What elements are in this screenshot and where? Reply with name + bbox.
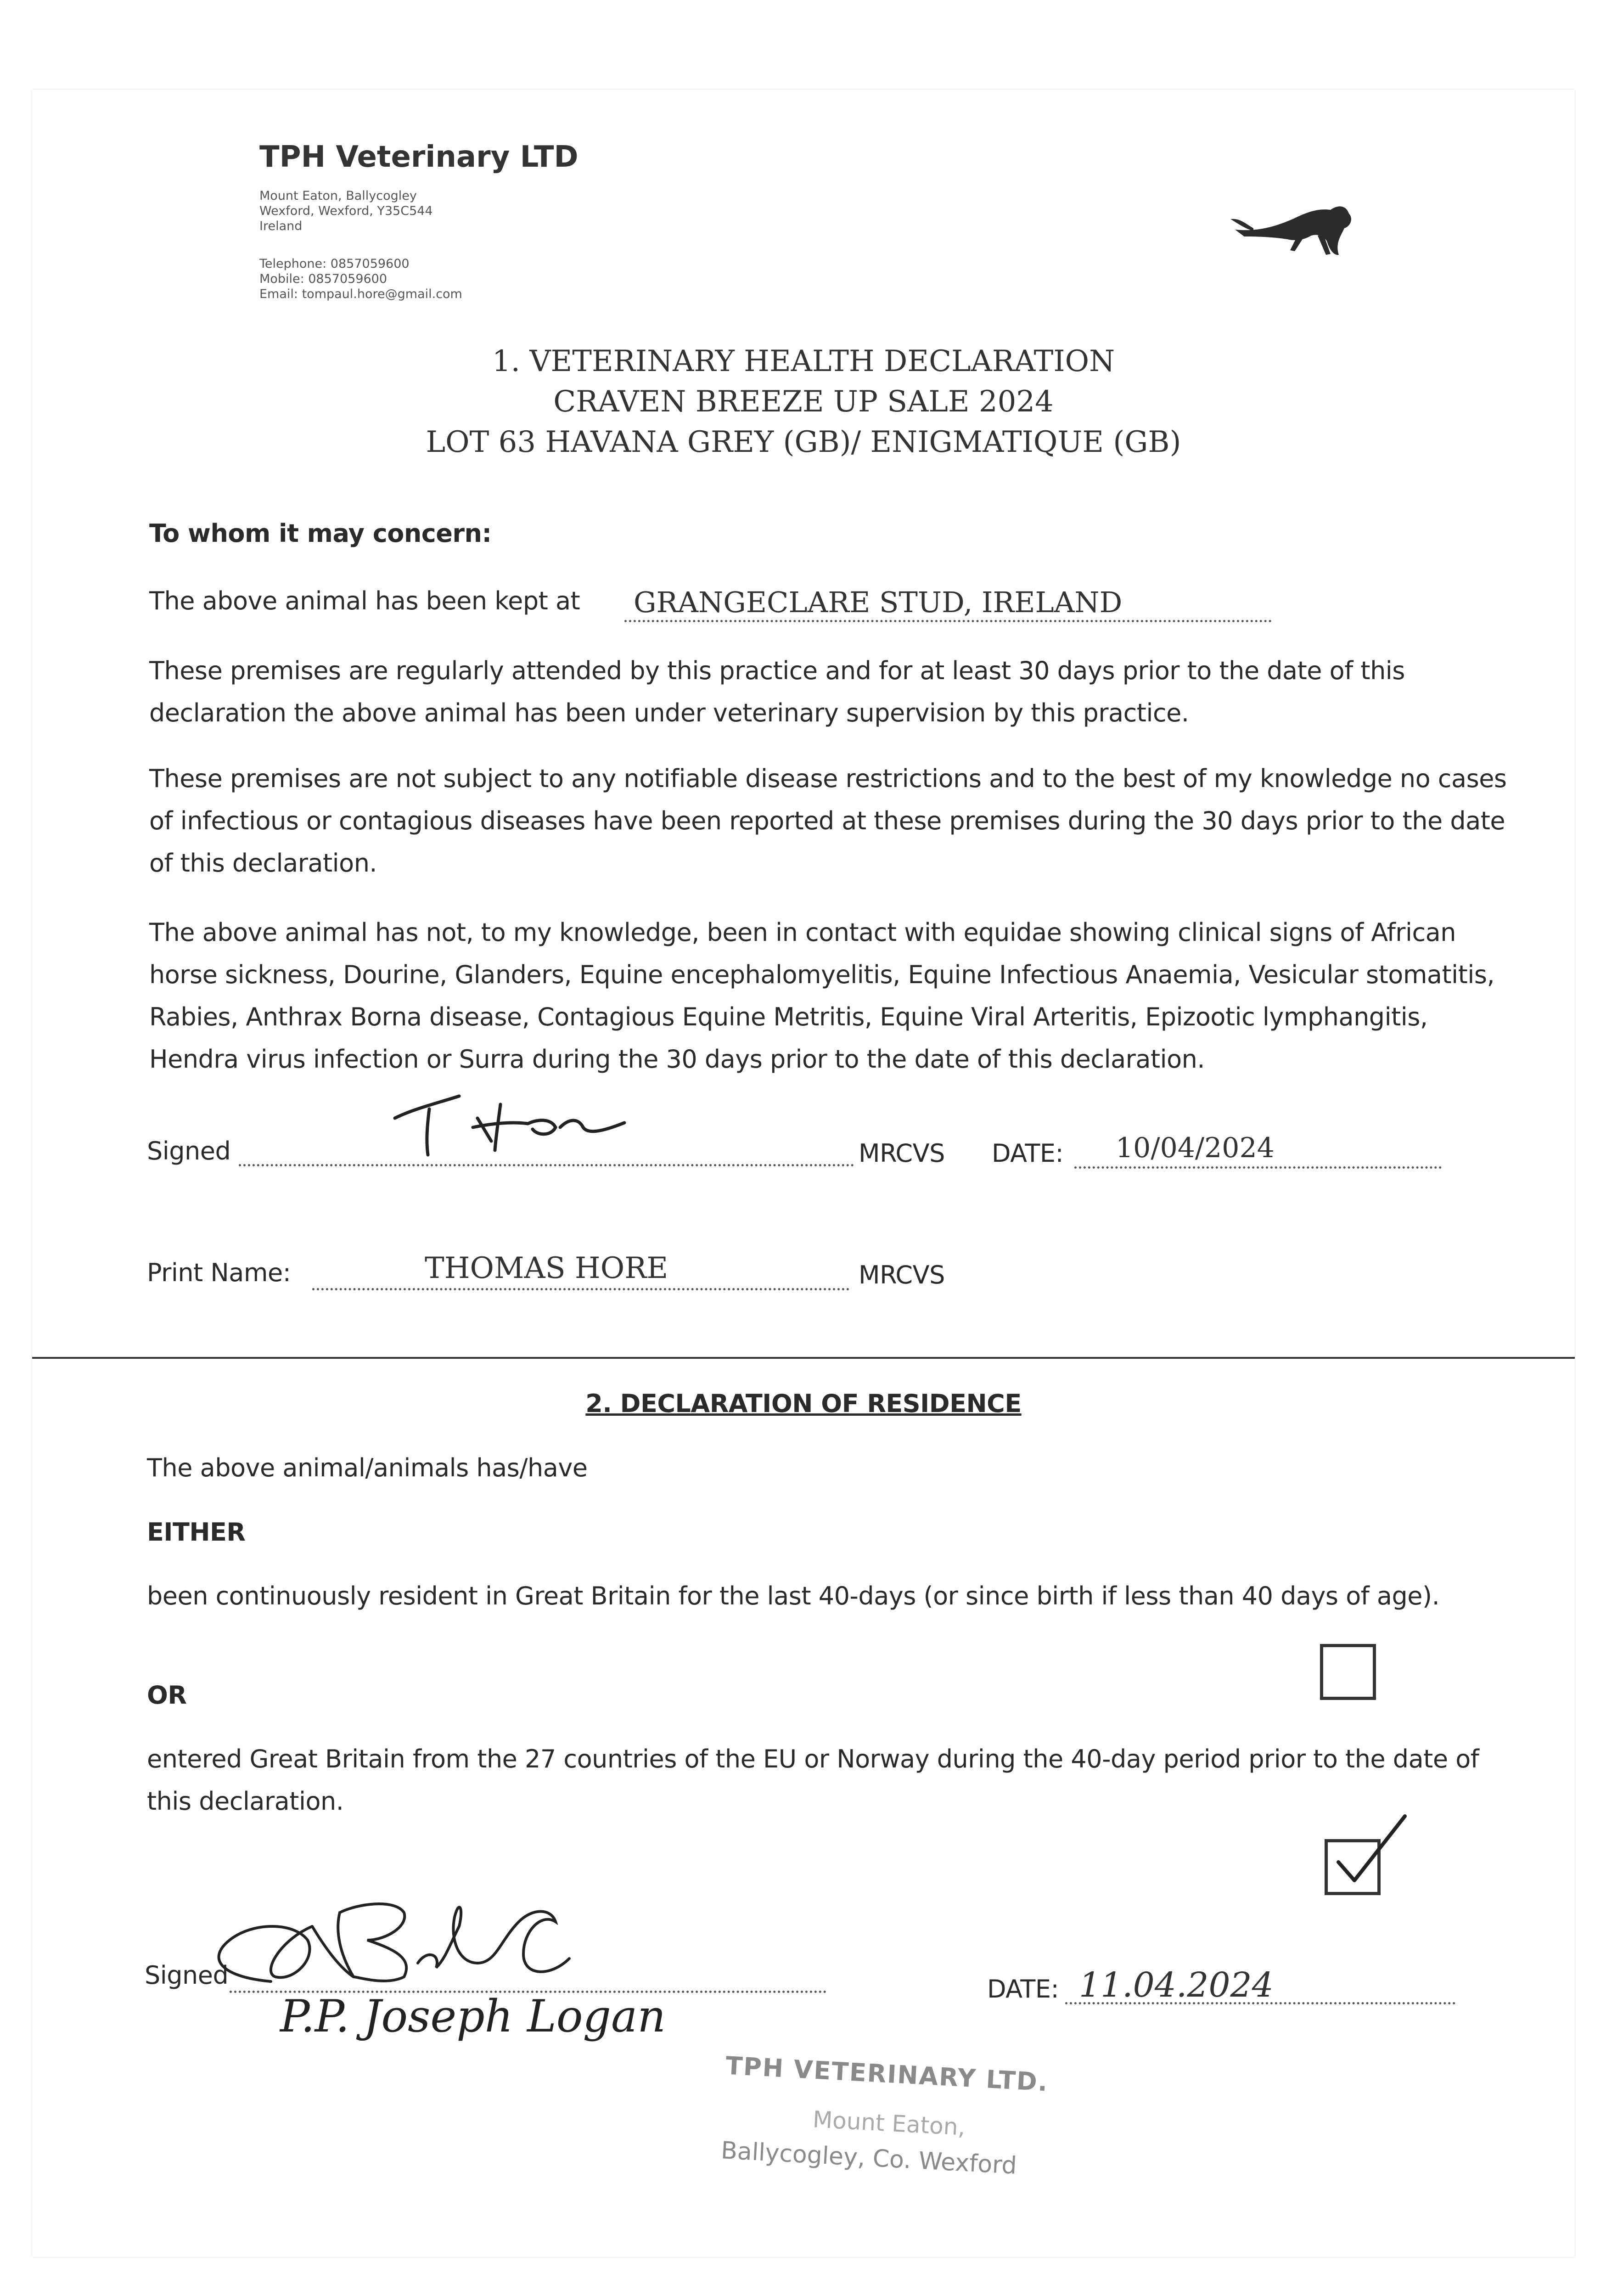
horse-logo-icon <box>1226 186 1364 278</box>
practice-address <box>259 188 433 234</box>
practice-telephone: Telephone: 0857059600 <box>259 257 410 271</box>
practice-contacts <box>259 256 462 302</box>
title-line-3: LOT 63 HAVANA GREY (GB)/ ENIGMATIQUE (GB) <box>426 425 1181 459</box>
kept-at-value: GRANGECLARE STUD, IRELAND <box>634 585 1123 619</box>
declaration-page <box>32 90 1575 2257</box>
option-resident-checkbox[interactable] <box>1320 1644 1376 1700</box>
option-entered-text: entered Great Britain from the 27 countries of the EU or Norway during the 40-day period prior to the date of this declaration. <box>147 1745 1479 1816</box>
checkmark-icon <box>1327 1807 1410 1894</box>
print-name-value: THOMAS HORE <box>425 1251 668 1285</box>
residence-intro: The above animal/animals has/have <box>147 1453 588 1482</box>
paragraph-diseases: The above animal has not, to my knowledge, been in contact with equidae showing clinical signs of African horse sickness, Dourine, Glanders, Equine encephalomyelitis, Equine Infectious Anaemia, Vesicular stomatitis, Rabies, Anthrax Borna disease, Contagious Equine Metritis, Equine Viral Arteritis, Epizootic lymphangitis, Hendra virus infection or Surra during the 30 days prior to the date of this declaration. <box>149 918 1495 1074</box>
signature-ball <box>202 1871 652 2000</box>
or-label: OR <box>147 1681 187 1710</box>
option-resident-text: been continuously resident in Great Britain for the last 40-days (or since birth if less than 40 days of age). <box>147 1581 1440 1610</box>
address-line-3: Ireland <box>259 219 303 233</box>
stamp-line-1: TPH VETERINARY LTD. <box>724 2051 1049 2097</box>
mrcvs-label-1: MRCVS <box>859 1139 945 1168</box>
declaration-title <box>32 341 1575 462</box>
title-line-1: 1. VETERINARY HEALTH DECLARATION <box>492 344 1115 378</box>
salutation: To whom it may concern: <box>149 519 492 548</box>
practice-name: TPH Veterinary LTD <box>259 140 578 174</box>
date-label-1: DATE: <box>992 1139 1064 1168</box>
address-line-1: Mount Eaton, Ballycogley <box>259 189 417 203</box>
paragraph-restrictions: These premises are not subject to any notifiable disease restrictions and to the best of my knowledge no cases of infectious or contagious diseases have been reported at these premises during the 30 days prior to the date of this declaration. <box>149 764 1507 878</box>
signature-ball-text: AR Ball <box>202 1871 204 1872</box>
mrcvs-label-2: MRCVS <box>859 1261 945 1289</box>
date-label-2: DATE: <box>987 1975 1059 2003</box>
signed-label-2: Signed <box>145 1961 229 1990</box>
stamp-line-2: Mount Eaton, <box>812 2106 966 2141</box>
pp-name: P.P. Joseph Logan <box>280 1991 666 2042</box>
stamp-line-3: Ballycogley, Co. Wexford <box>720 2137 1018 2180</box>
date-value-2: 11.04.2024 <box>1079 1965 1274 2005</box>
address-line-2: Wexford, Wexford, Y35C544 <box>259 204 433 218</box>
date-line-2 <box>1065 1965 1455 2004</box>
signature-hore <box>386 1091 643 1159</box>
title-line-2: CRAVEN BREEZE UP SALE 2024 <box>553 385 1054 419</box>
date-value-1: 10/04/2024 <box>1116 1132 1275 1164</box>
print-name-line <box>312 1251 849 1290</box>
print-name-label: Print Name: <box>147 1258 291 1287</box>
either-label: EITHER <box>147 1518 246 1547</box>
kept-at-line <box>624 585 1272 622</box>
kept-at-label: The above animal has been kept at <box>149 586 580 615</box>
date-line-1 <box>1074 1132 1442 1169</box>
signed-label-1: Signed <box>147 1137 231 1165</box>
practice-mobile: Mobile: 0857059600 <box>259 272 387 286</box>
residence-heading: 2. DECLARATION OF RESIDENCE <box>585 1389 1022 1418</box>
section-divider <box>32 1357 1575 1359</box>
paragraph-supervision: These premises are regularly attended by this practice and for at least 30 days prior to the date of this declaration the above animal has been under veterinary supervision by this practice. <box>149 656 1405 727</box>
practice-email: Email: tompaul.hore@gmail.com <box>259 287 462 301</box>
